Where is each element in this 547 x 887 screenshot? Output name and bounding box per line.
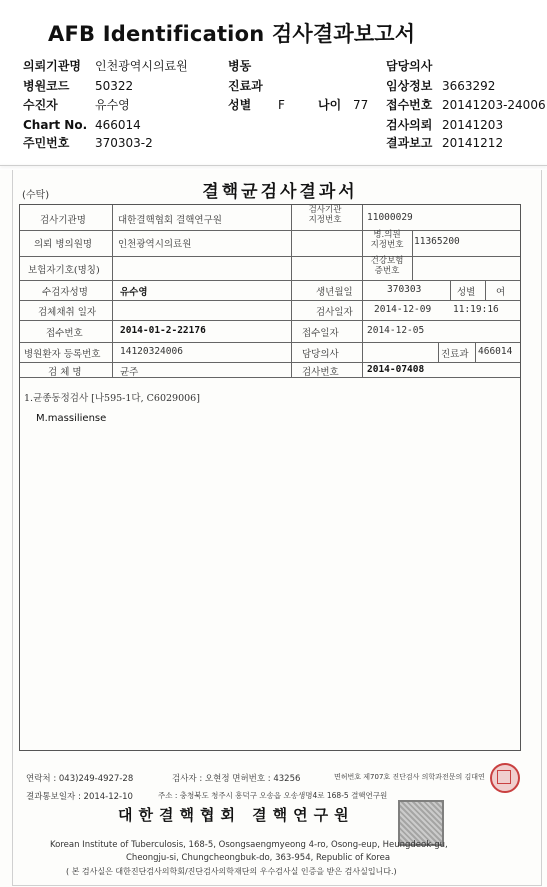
- col-divider: [291, 205, 292, 377]
- req-org-reg-value: 11365200: [414, 236, 460, 247]
- institution-label: 의뢰기관명: [23, 59, 81, 73]
- specimen-value: 균주: [120, 367, 139, 378]
- institute-name: 대한결핵협회 결핵연구원: [118, 806, 355, 824]
- patient-label: 수진자: [23, 98, 58, 112]
- row-divider: [20, 300, 520, 301]
- row-divider: [20, 342, 520, 343]
- doctor-label: 담당의사: [386, 59, 433, 73]
- rrn-value: 370303-2: [95, 136, 153, 150]
- row-divider: [20, 362, 520, 363]
- chart-no-value: 466014: [95, 118, 141, 132]
- dept-value: 466014: [478, 346, 513, 357]
- patient-reg-label: 병원환자 등록번호: [24, 349, 101, 360]
- report-date-label: 결과보고: [386, 136, 433, 150]
- col-divider: [412, 230, 413, 280]
- subject-label: 수검자성명: [42, 287, 88, 298]
- age-label: 나이: [318, 98, 342, 112]
- test-time-value: 11:19:16: [453, 304, 499, 315]
- row-divider: [20, 230, 520, 231]
- receipt-date-label: 접수일자: [302, 328, 339, 339]
- col-divider: [438, 342, 439, 362]
- report-title: AFB Identification 검사결과보고서: [48, 22, 416, 46]
- sex-value: 여: [496, 287, 506, 298]
- department-label: 진료과: [228, 79, 263, 93]
- request-date-label: 검사의뢰: [386, 118, 433, 132]
- address-ko-text: 주소 : 충청북도 청주시 흥덕구 오송읍 오송생명4로 168-5 결핵연구원: [158, 791, 388, 800]
- row-divider: [20, 377, 520, 378]
- contact-text: 연락처 : 043)249-4927-28: [26, 774, 134, 784]
- test-org-label: 검사기관명: [40, 215, 86, 226]
- test-date-value: 2014-12-09: [374, 304, 432, 315]
- request-date-value: 20141203: [442, 118, 504, 132]
- hospital-code-label: 병원코드: [23, 79, 70, 93]
- test-org-reg-value: 11000029: [367, 212, 413, 223]
- report-date-text: 결과통보일자 : 2014-12-10: [26, 792, 133, 802]
- row-divider: [20, 256, 520, 257]
- clinical-info-label: 임상정보: [386, 79, 433, 93]
- req-org-reg-label: 병.의원 지정번호: [370, 230, 404, 250]
- row-divider: [20, 320, 520, 321]
- insurance-label: 보험자기호(명칭): [28, 265, 100, 276]
- row-divider: [20, 280, 520, 281]
- dob-value: 370303: [387, 284, 422, 295]
- col-divider: [112, 205, 113, 377]
- doctor-seal-icon: [490, 763, 520, 793]
- req-org-value: 인천광역시의료원: [118, 239, 192, 250]
- dob-label: 생년월일: [316, 287, 353, 298]
- patient-reg-value: 14120324006: [120, 346, 183, 357]
- col-divider: [475, 342, 476, 362]
- receipt-no-label-2: 접수번호: [46, 328, 83, 339]
- result-organism: M.massiliense: [36, 413, 107, 424]
- test-no-label: 검사번호: [302, 367, 339, 378]
- dept-label: 진료과: [441, 349, 469, 360]
- health-ins-label: 건강보험 증번호: [370, 256, 404, 276]
- header-divider: [0, 165, 547, 166]
- report-date-value: 20141212: [442, 136, 504, 150]
- tester-text: 검사자 : 오현정 면허번호 : 43256: [172, 774, 301, 784]
- test-date-label: 검사일자: [316, 307, 353, 318]
- patient-value: 유수영: [95, 98, 130, 112]
- ward-label: 병동: [228, 59, 252, 73]
- age-value: 77: [353, 98, 369, 112]
- hospital-code-value: 50322: [95, 79, 134, 93]
- result-table: [19, 204, 521, 751]
- receipt-date-value: 2014-12-05: [367, 325, 425, 336]
- rrn-label: 주민번호: [23, 136, 70, 150]
- result-test-line: 1.균종동정검사 [나595-1다, C6029006]: [24, 393, 200, 404]
- address-en-line-2: Cheongju-si, Chungcheongbuk-do, 363-954, Republic of Korea: [126, 853, 391, 863]
- chart-no-label: Chart No.: [23, 118, 88, 132]
- sex-label: 성별: [457, 287, 476, 298]
- address-en-line-1: Korean Institute of Tuberculosis, 168-5, Osongsaengmyeong 4-ro, Osong-eup, Heungdeok-gu,: [50, 840, 448, 850]
- license-text: 면허번호 제707호 진단검사 의학과전문의 김대연: [334, 773, 485, 781]
- institution-value: 인천광역시의료원: [95, 59, 188, 73]
- doctor-label-2: 담당의사: [302, 349, 339, 360]
- receipt-no-label: 접수번호: [386, 98, 433, 112]
- subject-value: 유수영: [120, 287, 148, 298]
- certification-note: ( 본 검사실은 대한진단검사의학회/진단검사의학재단의 우수검사실 인증을 받은 검사실입니다.): [66, 867, 397, 876]
- test-org-value: 대한결핵협회 결핵연구원: [118, 215, 222, 226]
- col-divider: [362, 205, 363, 377]
- req-org-label: 의뢰 병의원명: [34, 239, 93, 250]
- sex-value: F: [278, 98, 285, 112]
- consignment-tag: (수탁): [22, 190, 50, 201]
- specimen-label: 검 체 명: [48, 367, 82, 378]
- col-divider: [450, 280, 451, 300]
- test-no-value: 2014-07408: [367, 364, 425, 375]
- receipt-no-value-2: 2014-01-2-22176: [120, 325, 206, 336]
- scan-title: 결핵균검사결과서: [202, 182, 358, 202]
- collect-date-label: 검체채취 일자: [38, 307, 97, 318]
- sex-label: 성별: [228, 98, 252, 112]
- test-org-reg-label: 검사기관 지정번호: [308, 205, 342, 225]
- clinical-info-value: 3663292: [442, 79, 496, 93]
- col-divider: [485, 280, 486, 300]
- receipt-no-value: 20141203-24006: [442, 98, 546, 112]
